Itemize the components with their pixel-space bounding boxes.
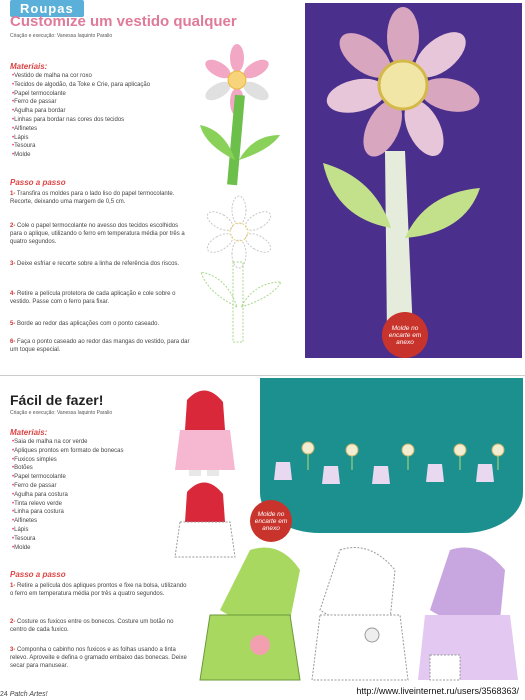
step-6 bbox=[10, 338, 190, 354]
credit-line: Criação e execução: Vanessa Iaquinto Paralio bbox=[10, 33, 113, 39]
list-item: • Ferro de passar bbox=[12, 482, 182, 491]
step-text: Componha o cabinho nos fuxicos e as folhas usando a tinta relevo. Aproveite e defina o gramado embaixo das bonecas. Deixe secar para manusear. bbox=[10, 647, 187, 669]
list-item: • Agulha para costura bbox=[12, 491, 182, 500]
section-divider bbox=[0, 375, 525, 376]
step-3 bbox=[10, 260, 190, 268]
materials-heading: Materiais: bbox=[10, 62, 48, 71]
materials-list bbox=[12, 438, 182, 552]
magazine-name: Patch Artes! bbox=[9, 691, 48, 698]
step-text: Retire a película dos apliques prontos e fixe na bolsa, utilizando o ferro em temperatura média por três a quatro segundos. bbox=[10, 583, 187, 597]
page-title: Customize um vestido qualquer bbox=[10, 13, 237, 30]
credit-line: Criação e execução: Vanessa Iaquinto Paralio bbox=[10, 410, 113, 416]
list-item: • Tecidos de algodão, da Toke e Crie, para aplicação bbox=[12, 81, 182, 90]
doll-colored bbox=[175, 390, 235, 476]
purple-dress-photo bbox=[305, 3, 522, 358]
section2-title: Fácil de fazer! bbox=[10, 392, 104, 408]
list-item: • Papel termocolante bbox=[12, 90, 182, 99]
page-number: 24 bbox=[0, 691, 8, 698]
step-number: 1- bbox=[10, 191, 16, 197]
list-item: • Tesoura bbox=[12, 535, 182, 544]
leaf bbox=[323, 163, 391, 228]
list-item: • Lápis bbox=[12, 134, 182, 143]
stem bbox=[385, 151, 413, 335]
list-item: • Botões bbox=[12, 464, 182, 473]
footer-page-info bbox=[0, 691, 48, 698]
flower-applique-illustration bbox=[195, 40, 295, 190]
step-1 bbox=[10, 190, 190, 206]
list-item: • Molde bbox=[12, 151, 182, 160]
list-item: • Apliques prontos em formato de bonecas bbox=[12, 447, 182, 456]
flower-outline-pattern bbox=[195, 192, 285, 347]
step-number: 3- bbox=[10, 647, 16, 653]
step-text: Retire a película protetora de cada aplicação e cole sobre o vestido. Passe com o ferro para fixar. bbox=[10, 291, 176, 305]
list-item: • Linha para costura bbox=[12, 508, 182, 517]
petal bbox=[387, 7, 419, 67]
large-doll-appliques bbox=[190, 540, 520, 690]
list-item: • Saia de malha na cor verde bbox=[12, 438, 182, 447]
step-number: 2- bbox=[10, 619, 16, 625]
list-item: • Linhas para bordar nas cores dos tecidos bbox=[12, 116, 182, 125]
purple-doll bbox=[418, 548, 518, 681]
skirt-fuxico-row bbox=[260, 378, 523, 533]
step-text: Transfira os moldes para o lado liso do papel termocolante. Recorte, deixando uma margem de 0,5 cm. bbox=[10, 191, 175, 205]
leaf bbox=[239, 135, 280, 160]
dress-flower-applique bbox=[305, 3, 522, 358]
watermark-url: http://www.liveinternet.ru/users/3568363/ bbox=[356, 686, 519, 696]
materials-heading: Materiais: bbox=[10, 428, 48, 437]
list-item: • Papel termocolante bbox=[12, 473, 182, 482]
outline-doll bbox=[312, 548, 408, 681]
leaf bbox=[200, 125, 235, 160]
step-number: 4- bbox=[10, 291, 16, 297]
list-item: • Molde bbox=[12, 544, 182, 553]
molde-badge: Molde no encarte em anexo bbox=[382, 312, 428, 358]
step-text: Cole o papel termocolante no avesso dos tecidos escolhidos para o aplique, utilizando o ferro em temperatura média por três a quatro segundos. bbox=[10, 223, 185, 245]
list-item: • Tesoura bbox=[12, 142, 182, 151]
step-2 bbox=[10, 222, 190, 246]
step-text: Costure os fuxicos entre os bonecos. Costure um botão no centro de cada fuxico. bbox=[10, 619, 174, 633]
step-2 bbox=[10, 618, 190, 634]
sunbonnet-doll-illustrations bbox=[165, 380, 245, 565]
list-item: • Vestido de malha na cor roxo bbox=[12, 72, 182, 81]
step-number: 3- bbox=[10, 261, 16, 267]
green-doll bbox=[200, 548, 300, 681]
step-3 bbox=[10, 646, 190, 670]
petal bbox=[230, 44, 244, 72]
list-item: • Alfinetes bbox=[12, 125, 182, 134]
list-item: • Tinta relevo verde bbox=[12, 500, 182, 509]
list-item: • Alfinetes bbox=[12, 517, 182, 526]
teal-skirt-photo bbox=[260, 378, 523, 533]
stem bbox=[227, 95, 245, 186]
list-item: • Lápis bbox=[12, 526, 182, 535]
step-number: 2- bbox=[10, 223, 16, 229]
leaf bbox=[405, 188, 480, 238]
step-text: Borde ao redor das aplicações com o ponto caseado. bbox=[17, 321, 160, 327]
list-item: • Fuxicos simples bbox=[12, 456, 182, 465]
step-text: Deixe esfriar e recorte sobre a linha de referência dos riscos. bbox=[17, 261, 180, 267]
step-1 bbox=[10, 582, 190, 598]
flower-center bbox=[228, 71, 246, 89]
list-item: • Agulha para bordar bbox=[12, 107, 182, 116]
step-4 bbox=[10, 290, 190, 306]
step-text: Faça o ponto caseado ao redor das mangas do vestido, para dar um toque especial. bbox=[10, 339, 190, 353]
step-number: 1- bbox=[10, 583, 16, 589]
section-tag: Roupas bbox=[10, 0, 84, 17]
molde-badge: Molde no encarte em anexo bbox=[250, 500, 292, 542]
flower-center bbox=[379, 61, 427, 109]
materials-list bbox=[12, 72, 182, 160]
step-number: 5- bbox=[10, 321, 16, 327]
steps-heading: Passo a passo bbox=[10, 178, 66, 187]
list-item: • Ferro de passar bbox=[12, 98, 182, 107]
step-number: 6- bbox=[10, 339, 16, 345]
steps-heading: Passo a passo bbox=[10, 570, 66, 579]
step-5 bbox=[10, 320, 190, 328]
